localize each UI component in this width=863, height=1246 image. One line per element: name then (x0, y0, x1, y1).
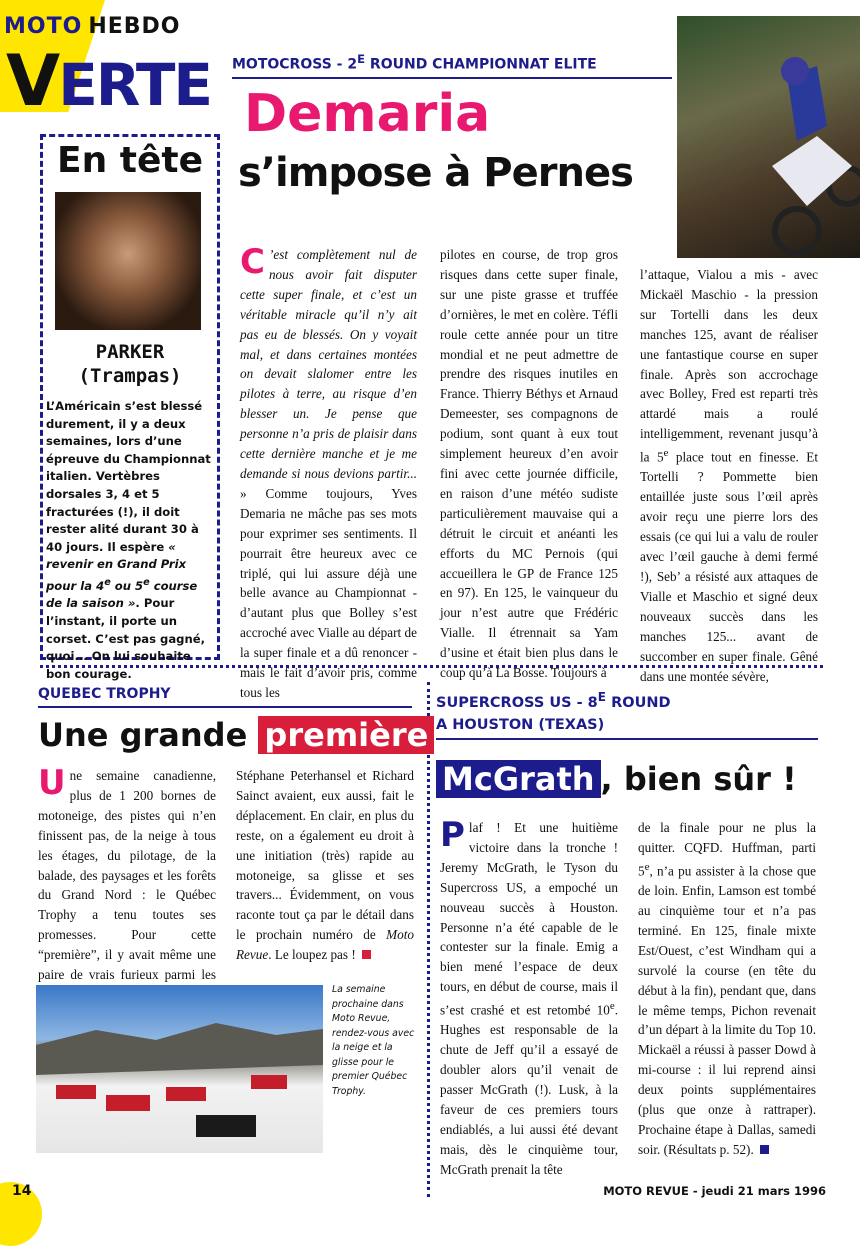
supercross-dropcap: P (440, 815, 465, 855)
motocross-col3-a: l’attaque, Vialou a mis - avec Mickaël Maschio - la pression sur Tortelli dans les deux manches 125, avant de réaliser une fantastique course en super finale. Après son accrochage avec Bolley, Fred est reparti très attardé mais a roulé intelligemment, revenant jusqu’à la 5 (640, 267, 818, 465)
supercross-kicker-b: ROUND (606, 694, 671, 711)
quebec-dropcap: U (38, 763, 66, 803)
supercross-kicker-line-1 (436, 686, 818, 714)
supercross-col1-sup: e (609, 1000, 615, 1013)
supercross-headline (436, 760, 797, 798)
motocross-kicker-sup: E (357, 52, 366, 66)
motocross-rider-illustration (677, 16, 860, 258)
motocross-column-1 (240, 242, 417, 703)
dotted-separator-vertical (427, 682, 430, 1197)
motocross-dropcap: C (240, 242, 265, 282)
motocross-kicker (232, 52, 672, 79)
parker-sup-2: e (143, 576, 150, 588)
brand-verte-rest: ERTE (58, 51, 212, 119)
parker-sup-1: e (104, 576, 111, 588)
quebec-headline-highlight: première (258, 716, 434, 754)
parker-name (40, 340, 220, 388)
quebec-col2-a: Stéphane Peterhansel et Richard Sainct avaient, eux aussi, fait le déplacement. En clair, en plus du reste, on a également eu droit à une initiation (très) rapide au motoneige, sa glisse et ses travers... Évidemment, on vous raconte tout ça par le détail dans le prochain numéro de (236, 768, 414, 943)
quebec-photo-caption: La semaine prochaine dans Moto Revue, rendez-vous avec la neige et la glisse pour le premier Québec Trophy. (332, 984, 415, 1097)
supercross-col2-b: , n’a pu assister à la chose que de loin. Enfin, Lamson est tombé au cinquième tour et n’a pas terminé. En 125, finale mixte Est/Ouest, c’est Windham qui a survolé la course (en tête du début à la fin), pendant que, dans le même temps, Pichon revenait d’un départ à la limite du Top 10. Mickaël a réussi à passer Dowd à mi-course : il lui reprend ainsi deux points supplémentaires (plus que onze à rattraper). Prochaine étape à Dallas, samedi soir. (Résultats p. 52). (638, 863, 816, 1157)
supercross-kicker-a: SUPERCROSS US - 8 (436, 694, 598, 711)
supercross-end-mark-icon (760, 1145, 769, 1154)
motocross-col1-text: » Comme toujours, Yves Demaria ne mâche pas ses mots pour exprimer ses sentiments. Il pourrait être heureux avec ce triplé, qui lui assure déjà une belle avance au Championnat - d’autant plus que Bolley s’est accroché avec Vialle au départ de la super finale et a dû renoncer - mais le fait d’avoir pris, comme tous les (240, 485, 417, 700)
motocross-headline-rest: s’impose à Pernes (238, 150, 633, 196)
quebec-snowmobile-photo (36, 985, 323, 1153)
parker-name-line: PARKER (95, 341, 165, 363)
motocross-headline-name: Demaria (244, 84, 491, 144)
motocross-col3-sup: e (663, 447, 669, 460)
brand-verte-v: V (6, 40, 59, 122)
supercross-col1-b: . Hughes est responsable de la chute de Jeff qu’il a essayé de doubler alors qu’il venait de passer McGrath (!). Lusk, à la faveur de ces premiers tours endiablés, a lui aussi été devant mais, dès le cinquième tour, McGrath prenait la tête (440, 1002, 618, 1177)
parker-text-a: L’Américain s’est blessé durement, il y a deux semaines, lors d’une épreuve du Championnat italien. Vertèbres dorsales 3, 4 et 5 fracturées (!), il doit rester alité durant 30 à 40 jours. Il espère (46, 399, 211, 554)
supercross-kicker (436, 686, 818, 740)
parker-quote-d: course de la saison » (46, 578, 198, 611)
brand-moto-hebdo (4, 14, 181, 39)
supercross-col2-a: de la finale pour ne plus la quitter. CQFD. Huffman, parti 5 (638, 820, 816, 879)
quebec-headline (38, 716, 434, 754)
footer-issue: MOTO REVUE - jeudi 21 mars 1996 (603, 1184, 826, 1198)
supercross-headline-rest: , bien sûr ! (600, 760, 797, 798)
motocross-column-3 (640, 265, 818, 686)
parker-text-e: . Pour l’instant, il porte un corset. C’est pas gagné, quoi... On lui souhaite bon courage. (46, 596, 205, 681)
motocross-quote: ’est complètement nul de nous avoir fait disputer cette super finale, et c’est un véritable miracle qu’il n’y ait pas eu de blessés. On y voyait mal, et dans certaines montées on devait slalomer entre les pilotes à terre, au risque d’en blesser un. Je pense que personne n’a pris de plaisir dans cette dernière manche et je me demande si nous devions partir... (240, 247, 417, 481)
motocross-kicker-a: MOTOCROSS - 2 (232, 56, 358, 73)
parker-quote-b: « revenir en Grand Prix pour la 4 (46, 539, 187, 593)
motocross-photo (677, 16, 860, 258)
quebec-col2-b: . Le loupez pas ! (268, 947, 356, 963)
supercross-column-1 (440, 815, 618, 1180)
motocross-col3-b: place tout en finesse. Et Tortelli ? Pommette bien entaillée juste sous l’œil après avoir reçu une pierre lors des essais (ce qui lui a valu de rouler avec l’œil gauche à demi fermé !), Seb’ a résisté aux attaques de Vialle et Maschio et signé deux nouveaux succès dans les manches 125... avant de succomber en super finale. Gêné dans une montée sévère, (640, 449, 818, 684)
motocross-column-2: pilotes en course, de trop gros risques dans cette super finale, sur une piste grasse et truffée d’ornières, le met en colère. Téfli roule cette année pour un titre mondial et ne peut admettre de prendre des risques inutiles en France. Thierry Béthys et Arnaud Demeester, ses compagnons de podium, sont quant à eux tout simplement heureux d’en avoir fini avec cette journée difficile, en raison d’une météo sudiste particulièrement mauvaise qui a détruit le circuit et anéanti les efforts du MC Pernois (qui accueillera le GP de France 125 en 97). En 125, le vainqueur du jour n’est autre que Frédéric Vialle. Il étrennait sa Yam d’usine et était bien plus dans le coup qu’à La Bosse. Toujours à (440, 247, 618, 681)
parker-quote-c: ou 5 (110, 578, 144, 593)
supercross-col1-a: laf ! Et une huitième victoire dans la tronche ! Jeremy McGrath, le Tyson du Supercross US, a empoché un nouveau succès à Houston. Personne n’a été capable de le contester sur la finale. Emig a bien mené l’espace de deux tours, en début de course, mais il s’est crashé et est retombé 10 (440, 820, 618, 1018)
parker-team-line: (Trampas) (78, 365, 182, 387)
page-number: 14 (12, 1183, 32, 1199)
supercross-col2-sup: e (644, 860, 650, 873)
quebec-col2-magazine: Moto Revue (236, 927, 414, 963)
quebec-kicker: QUEBEC TROPHY (38, 686, 412, 708)
dotted-separator-horizontal (40, 665, 823, 668)
supercross-kicker-line-2: A HOUSTON (TEXAS) (436, 716, 605, 733)
motocross-kicker-b: ROUND CHAMPIONNAT ELITE (365, 56, 597, 73)
brand-verte (6, 40, 211, 122)
supercross-kicker-sup: E (597, 690, 607, 704)
quebec-column-1 (38, 763, 216, 1005)
en-tete-title: En tête (56, 140, 203, 181)
quebec-headline-a: Une grande (38, 716, 259, 754)
snowmobile-illustration (36, 985, 323, 1153)
brand-hebdo: HEBDO (88, 14, 181, 39)
supercross-column-2 (638, 818, 816, 1160)
quebec-column-2 (236, 766, 414, 965)
supercross-headline-highlight: McGrath (436, 760, 601, 798)
parker-photo (55, 192, 201, 330)
quebec-col1-text: ne semaine canadienne, plus de 1 200 bornes de motoneige, des pistes qui n’en finissent pas, de la neige à tous les étages, du pilotage, de la balade, des paysages et les forêts du Grand Nord : le Québec Trophy a tenu toutes ses promesses. Pour cette “première”, il y avait même une paire de vrais furieux parmi les (38, 768, 216, 983)
quebec-end-mark-icon (362, 950, 371, 959)
brand-moto: MOTO (4, 14, 83, 39)
parker-text (46, 398, 212, 683)
